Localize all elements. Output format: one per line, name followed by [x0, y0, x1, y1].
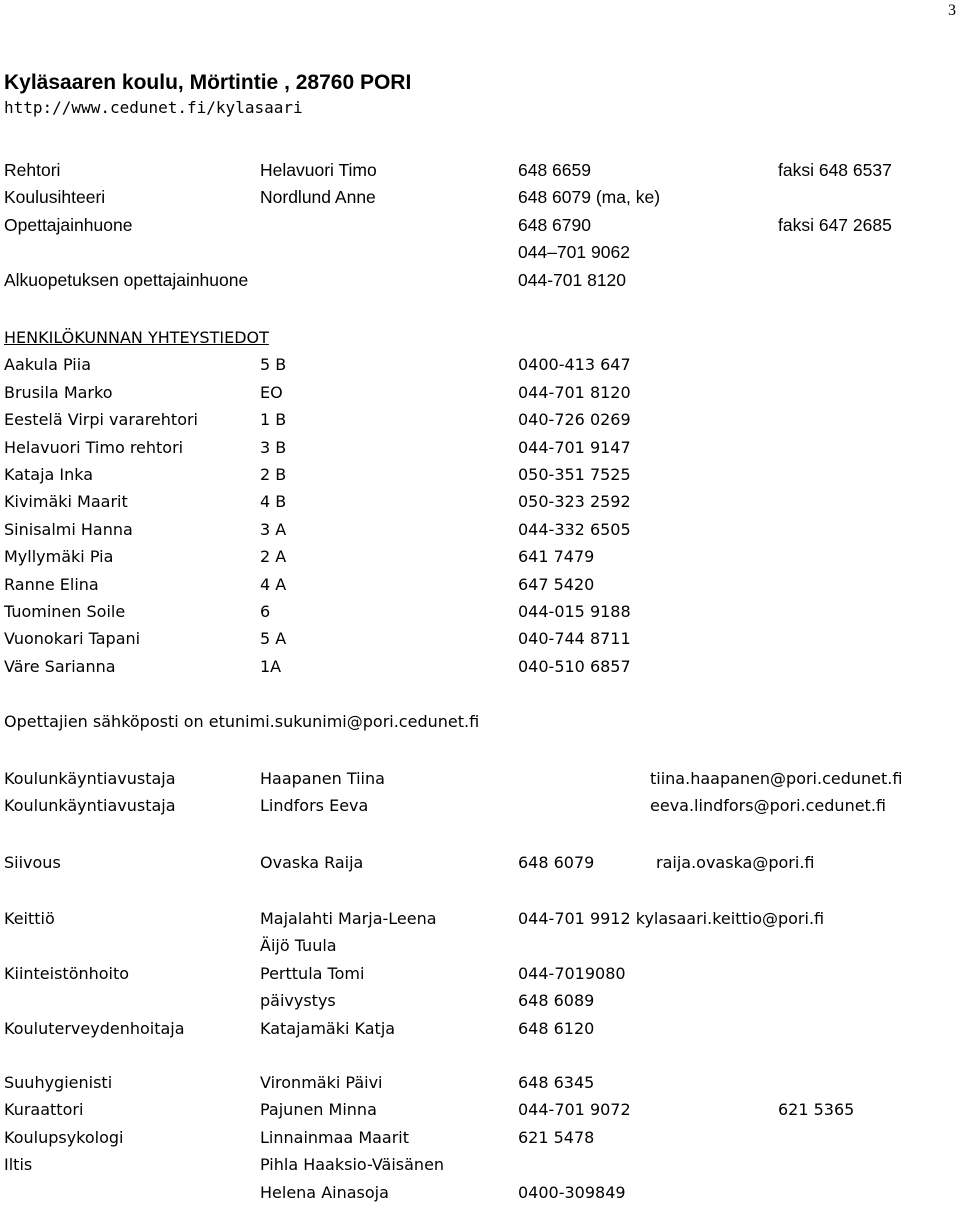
class-label: 3 B — [260, 437, 287, 457]
person-name: Kataja Inka — [4, 464, 94, 484]
role: Siivous — [4, 853, 61, 872]
phone: 050-323 2592 — [518, 492, 631, 512]
person-name: Helena Ainasoja — [260, 1182, 389, 1202]
phone-extra: 621 5365 — [778, 1100, 855, 1120]
role: Koulupsykologi — [4, 1127, 124, 1147]
phone: 040-744 8711 — [518, 629, 631, 649]
staff-row — [4, 379, 960, 406]
email: raija.ovaska@pori.fi — [656, 853, 815, 872]
phone: 648 6079 — [518, 853, 595, 872]
school-title: Kyläsaaren koulu, Mörtintie , 28760 PORI — [4, 71, 412, 94]
staff-heading: HENKILÖKUNNAN YHTEYSTIEDOT — [4, 328, 269, 347]
person-name: Sinisalmi Hanna — [4, 519, 133, 539]
person-name: Pajunen Minna — [260, 1100, 377, 1120]
role: Koulunkäyntiavustaja — [4, 796, 176, 816]
class-label: 1A — [260, 656, 282, 676]
admin-row — [4, 157, 960, 184]
assistant-row — [4, 792, 960, 819]
service-row — [4, 1124, 960, 1151]
role: Iltis — [4, 1155, 33, 1175]
role: Keittiö — [4, 909, 55, 928]
staff-row — [4, 516, 960, 543]
services-block — [4, 1069, 960, 1206]
class-label: 6 — [260, 601, 271, 621]
person-name: Pihla Haaksio-Väisänen — [260, 1155, 445, 1175]
class-label: 5 A — [260, 629, 287, 649]
admin-row — [4, 212, 960, 239]
phone: 648 6345 — [518, 1073, 595, 1092]
staff-row — [4, 351, 960, 378]
person-name: Lindfors Eeva — [260, 796, 369, 816]
phone: 050-351 7525 — [518, 464, 631, 484]
email-note-block — [4, 708, 960, 735]
staff-row — [4, 543, 960, 570]
class-label: 5 B — [260, 355, 287, 375]
email: eeva.lindfors@pori.cedunet.fi — [650, 796, 886, 816]
staff-row — [4, 571, 960, 598]
school-url: http://www.cedunet.fi/kylasaari — [4, 98, 303, 117]
phone: 648 6079 (ma, ke) — [518, 187, 661, 208]
phone: 648 6790 — [518, 214, 591, 235]
phone: 0400-309849 — [518, 1182, 626, 1202]
phone: 044-332 6505 — [518, 519, 631, 539]
page-number: 3 — [948, 2, 956, 19]
staff-row — [4, 406, 960, 433]
staff-row — [4, 653, 960, 680]
staff-row — [4, 488, 960, 515]
person-name: Helavuori Timo — [260, 160, 377, 180]
admin-row — [4, 267, 960, 294]
admin-row — [4, 184, 960, 211]
service-row — [4, 1151, 960, 1178]
person-name: Ranne Elina — [4, 574, 99, 594]
person-name: Aakula Piia — [4, 355, 91, 375]
phone: 044–701 9062 — [518, 242, 630, 263]
role: Kuraattori — [4, 1100, 84, 1120]
phone: 044-015 9188 — [518, 601, 631, 621]
role: Suuhygienisti — [4, 1073, 113, 1092]
class-label: 2 A — [260, 547, 287, 567]
fax: faksi 647 2685 — [778, 214, 892, 235]
person-name: Ovaska Raija — [260, 853, 364, 872]
document-header — [4, 70, 411, 120]
cleaning-row — [4, 849, 960, 876]
staff-contacts — [4, 324, 960, 680]
person-name: Eestelä Virpi vararehtori — [4, 410, 198, 430]
phone: 044-701 9147 — [518, 437, 631, 457]
kitchen-maintenance-block — [4, 905, 960, 1042]
service-row — [4, 1179, 960, 1206]
class-label: 3 A — [260, 519, 287, 539]
class-label: 4 B — [260, 492, 287, 512]
email: tiina.haapanen@pori.cedunet.fi — [650, 769, 903, 788]
person-name: Vuonokari Tapani — [4, 629, 141, 649]
class-label: EO — [260, 382, 283, 402]
phone: 648 6089 — [518, 991, 595, 1011]
phone: 621 5478 — [518, 1127, 595, 1147]
phone: 648 6120 — [518, 1018, 595, 1038]
assistant-row — [4, 765, 960, 792]
service-row — [4, 1096, 960, 1123]
person-name: Väre Sarianna — [4, 656, 116, 676]
assistants-block — [4, 765, 960, 820]
duty-label: päivystys — [260, 991, 336, 1011]
role: Koulunkäyntiavustaja — [4, 769, 176, 788]
role: Alkuopetuksen opettajainhuone — [4, 269, 249, 290]
person-name: Myllymäki Pia — [4, 547, 114, 567]
phone-email: 044-701 9912 kylasaari.keittio@pori.fi — [518, 909, 825, 928]
role: Kiinteistönhoito — [4, 963, 130, 983]
person-name: Kivimäki Maarit — [4, 492, 128, 512]
person-name: Vironmäki Päivi — [260, 1073, 383, 1092]
person-name: Tuominen Soile — [4, 601, 126, 621]
email-note: Opettajien sähköposti on etunimi.sukunimi@pori.cedunet.fi — [4, 712, 480, 731]
person-name: Nordlund Anne — [260, 187, 376, 208]
maintenance-row — [4, 960, 960, 987]
staff-row — [4, 625, 960, 652]
phone: 044-701 9072 — [518, 1100, 631, 1120]
cleaning-block — [4, 849, 960, 876]
phone: 641 7479 — [518, 547, 595, 567]
staff-row — [4, 598, 960, 625]
staff-row — [4, 461, 960, 488]
person-name: Äijö Tuula — [260, 936, 337, 956]
role: Koulusihteeri — [4, 187, 106, 208]
role: Kouluterveydenhoitaja — [4, 1018, 185, 1038]
person-name: Helavuori Timo rehtori — [4, 437, 184, 457]
maintenance-row — [4, 987, 960, 1014]
role: Opettajainhuone — [4, 214, 133, 235]
kitchen-row — [4, 932, 960, 959]
staff-row — [4, 434, 960, 461]
nurse-row — [4, 1015, 960, 1042]
role: Rehtori — [4, 160, 61, 180]
person-name: Perttula Tomi — [260, 963, 365, 983]
service-row — [4, 1069, 960, 1096]
person-name: Brusila Marko — [4, 382, 113, 402]
phone: 044-701 8120 — [518, 269, 627, 290]
class-label: 2 B — [260, 464, 287, 484]
phone: 044-7019080 — [518, 963, 626, 983]
fax: faksi 648 6537 — [778, 160, 892, 180]
phone: 0400-413 647 — [518, 355, 631, 375]
phone: 040-726 0269 — [518, 410, 631, 430]
admin-row — [4, 239, 960, 266]
person-name: Katajamäki Katja — [260, 1018, 396, 1038]
admin-contacts — [4, 157, 960, 294]
person-name: Linnainmaa Maarit — [260, 1127, 410, 1147]
person-name: Majalahti Marja-Leena — [260, 909, 437, 928]
kitchen-row — [4, 905, 960, 932]
class-label: 4 A — [260, 574, 287, 594]
phone: 647 5420 — [518, 574, 595, 594]
person-name: Haapanen Tiina — [260, 769, 385, 788]
phone: 044-701 8120 — [518, 382, 631, 402]
class-label: 1 B — [260, 410, 287, 430]
phone: 040-510 6857 — [518, 656, 631, 676]
phone: 648 6659 — [518, 160, 591, 180]
